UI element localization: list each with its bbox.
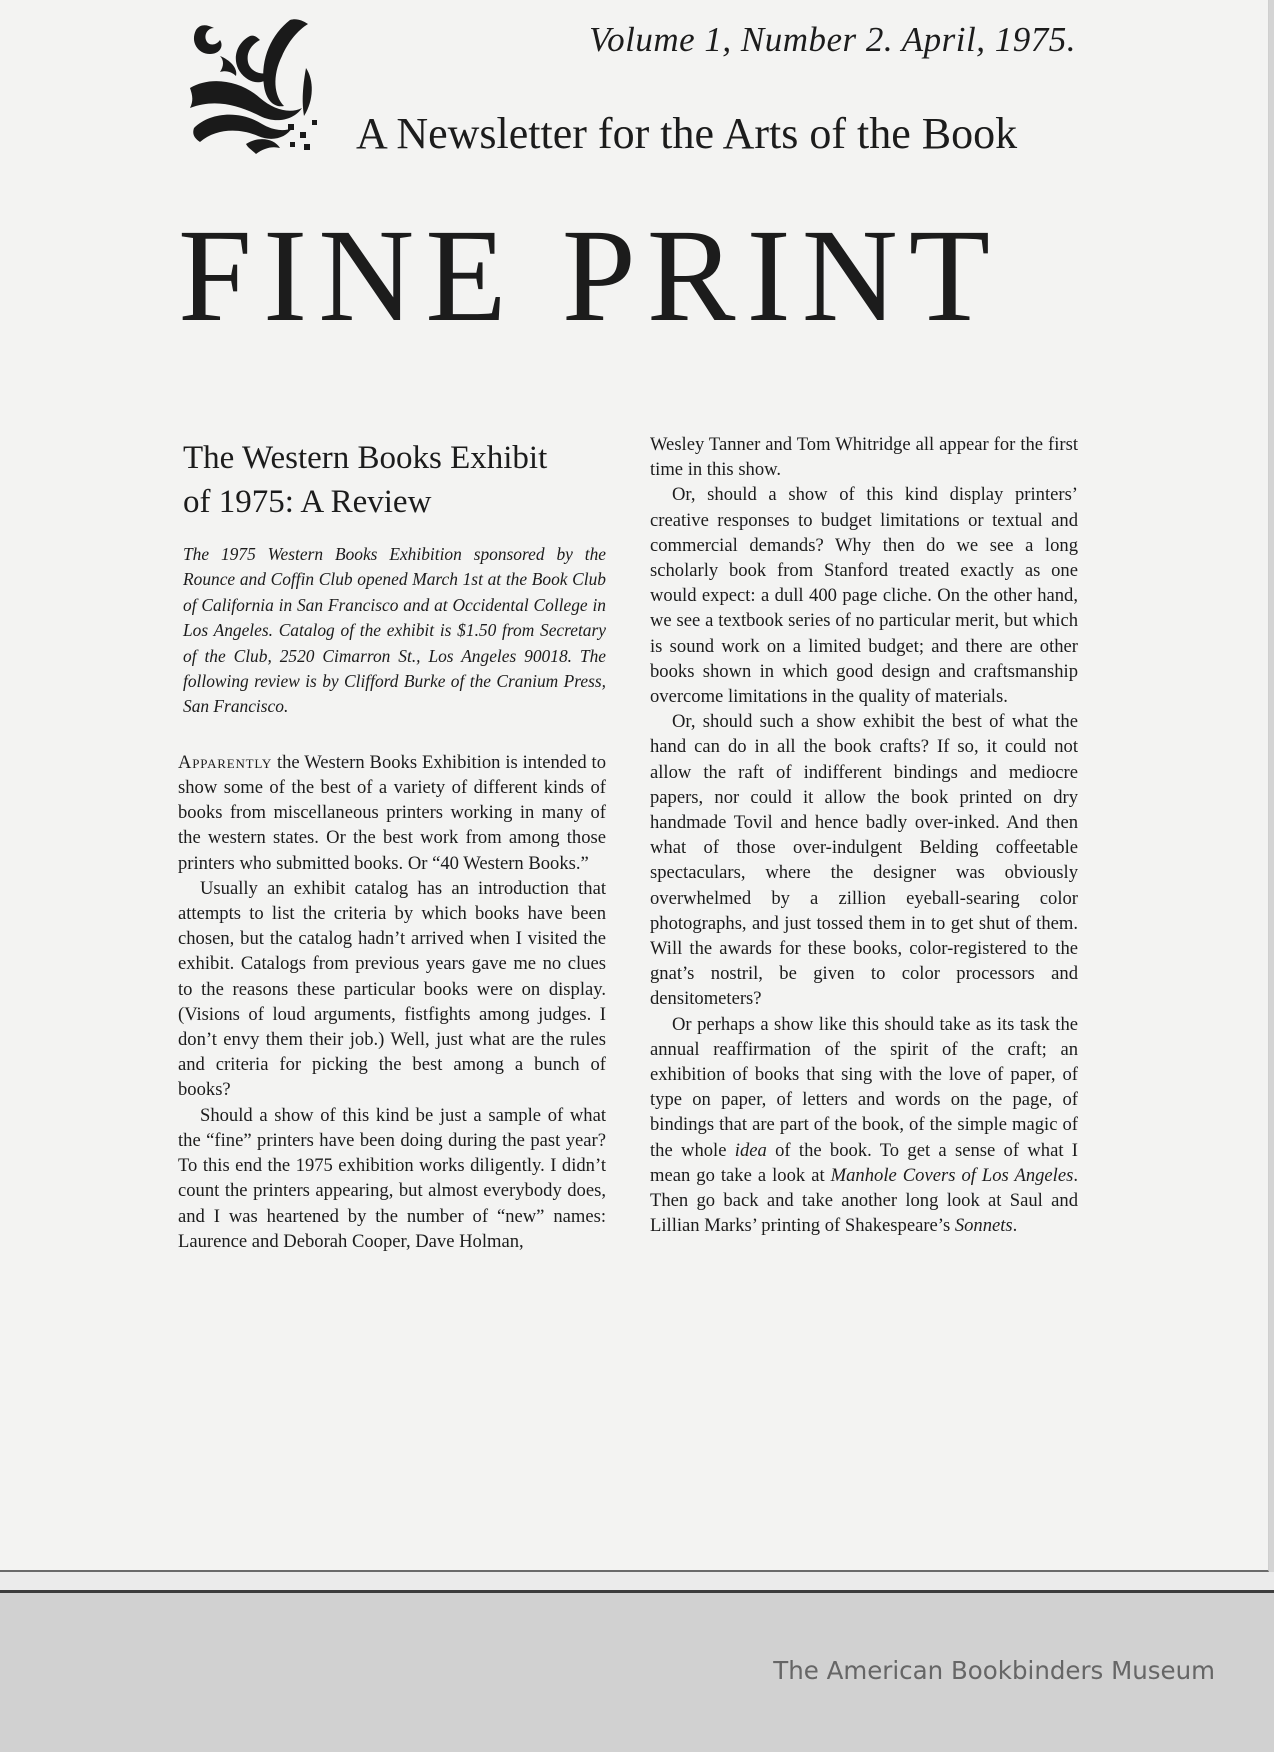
paragraph-1-text: the Western Books Exhibition is intended to show some of the best of a variety of different kinds of books from miscellaneous printers working in many of the western states. Or the best work from among those printers who submitted books. Or “40 Western Books.” [178,751,606,874]
book-title-sonnets: Sonnets [954,1215,1013,1237]
emphasis-idea: idea [734,1139,767,1161]
paragraph-2: Usually an exhibit catalog has an introduction that attempts to list the criteria by which books have been chosen, but the catalog hadn’t arrived when I visited the exhibit. Catalogs from previous years gave me no clues to the reasons these particular books were on display. (Visions of loud arguments, fistfights among judges. I don’t envy them their job.) Well, just what are the rules and criteria for picking the best among a bunch of books? [178,877,606,1101]
lead-word: Apparently [178,751,273,773]
leaf-flourish-ornament-icon [190,16,340,161]
paragraph-3: Should a show of this kind be just a sample of what the “fine” printers have been doing during the past year? To this end the 1975 exhibition works diligently. I didn’t count the printers appearing, but almost everybody does, and I was heartened by the number of “new” names: Laurence and Deborah Cooper, Dave Holman, [178,1104,606,1252]
article-title-line-2: of 1975: A Review [183,484,432,520]
masthead-title: FINE PRINT [178,201,1002,349]
article-intro: The 1975 Western Books Exhibition sponsored by the Rounce and Coffin Club opened March 1st at the Book Club of California in San Francisco and at Occidental College in Los Angeles. Catalog of the exhibit is $1.50 from Secretary of the Club, 2520 Cimarron St., Los Angeles 90018. The following review is by Clifford Burke of the Cranium Press, San Francisco. [183,544,606,717]
paragraph-6 [650,1012,1078,1239]
issue-line: Volume 1, Number 2. April, 1975. [589,20,1076,59]
article-column-right [650,432,1078,1239]
paragraph-5: Or, should such a show exhibit the best of what the hand can do in all the book crafts? If so, it could not allow the raft of indifferent bindings and mediocre papers, nor could it allow the book printed on dry handmade Tovil and hence badly over-inked. And then what of those over-indulgent Belding coffeetable spectaculars, where the designer was obviously overwhelmed by a zillion eyeball-searing color photographs, and just tossed them in to get shut of them. Will the awards for these books, color-registered to the gnat’s nostril, be given to color processors and densitometers? [650,711,1078,1010]
paragraph-4: Or, should a show of this kind display printers’ creative responses to budget limitations or textual and commercial demands? Why then do we see a long scholarly book from Stanford treated exactly as one would expect: a dull 400 page cliche. On the other hand, we see a textbook series of no particular merit, but which is sound work on a limited budget; and there are other books shown in which good design and craftsmanship overcome limitations in the quality of materials. [650,484,1078,708]
article-column-left [178,432,606,1254]
paragraph-3-continued: Wesley Tanner and Tom Whitridge all appear for the first time in this show. [650,434,1078,481]
paragraph-6-text-c: . Then go back and take another long look at Saul and Lillian Marks’ printing of Shakespeare’s [650,1164,1078,1237]
page-edge [0,1572,1274,1593]
book-title-manhole-covers: Manhole Covers of Los Angeles [830,1164,1074,1186]
paragraph-6-text-a: Or perhaps a show like this should take as its task the annual reaffirmation of the spirit of the craft; an exhibition of books that sing with the love of paper, of type on paper, of letters and words on the page, of bindings that are part of the book, of the simple magic of the whole [650,1013,1078,1161]
article-title-line-1: The Western Books Exhibit [183,440,548,476]
paragraph-1 [178,750,606,876]
paragraph-6-text-b: of the book. To get a sense of what I mean go take a look at [650,1139,1078,1186]
paragraph-6-end: . [1012,1215,1018,1237]
article-title [183,436,606,524]
newsletter-tagline: A Newsletter for the Arts of the Book [356,109,1018,158]
museum-watermark: The American Bookbinders Museum [773,1656,1215,1685]
